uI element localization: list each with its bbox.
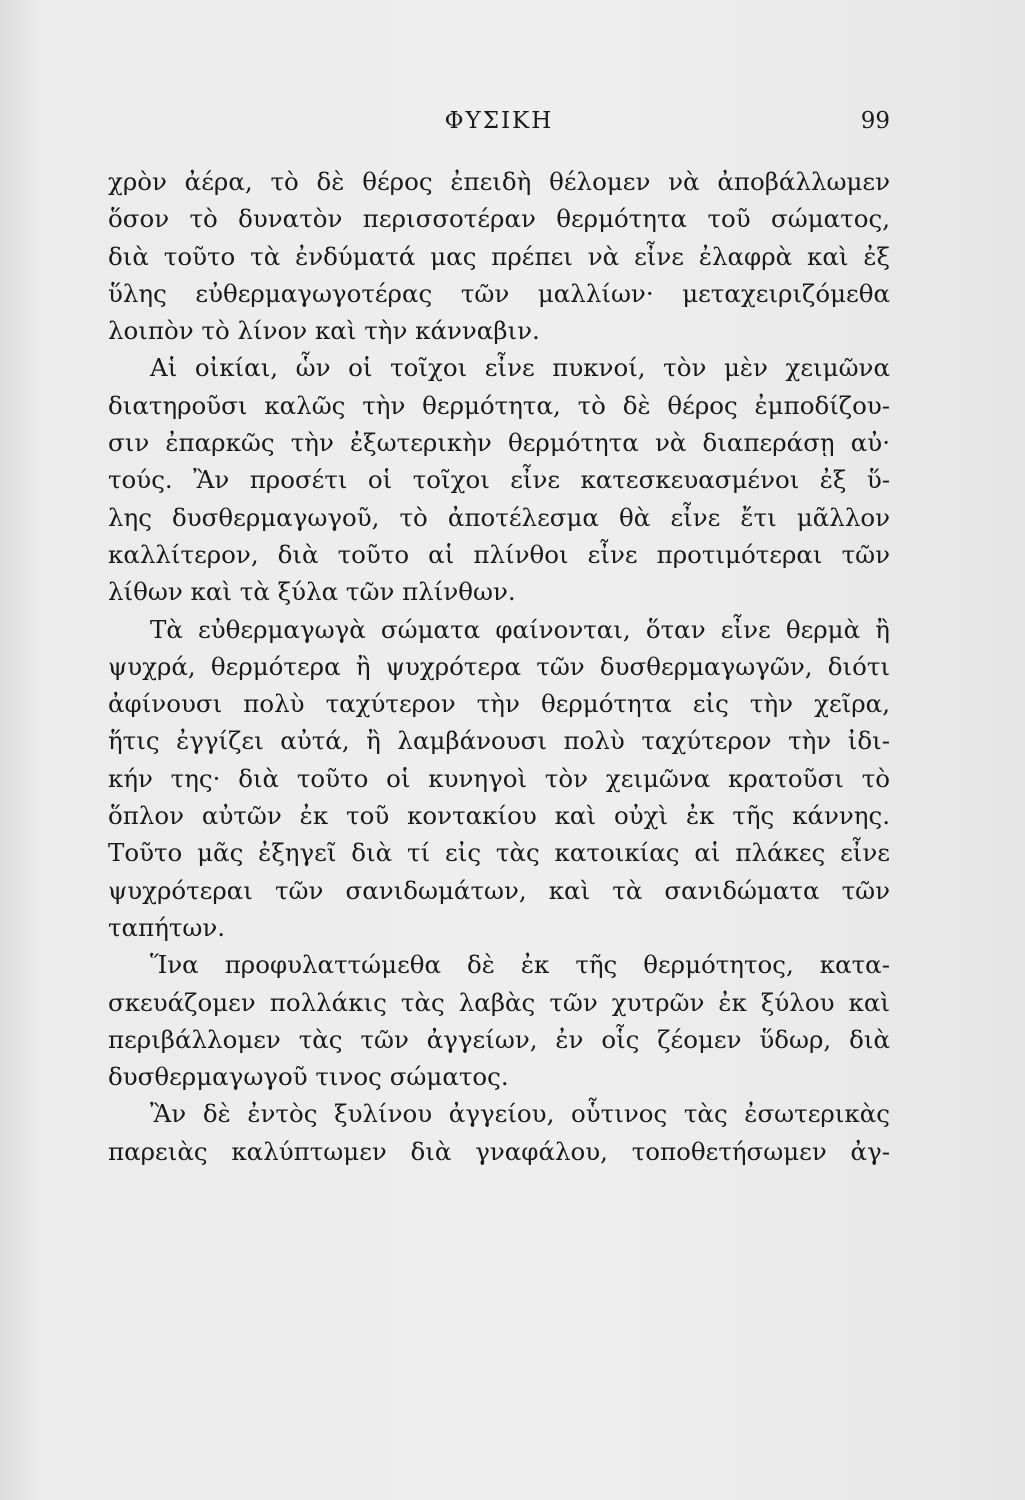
text-line: ψυχρότεραι τῶν σανιδωμάτων, καὶ τὰ σανιδώματα τῶν: [108, 875, 890, 905]
text-line: καλλίτερον, διὰ τοῦτο αἱ πλίνθοι εἶνε προτιμότεραι τῶν: [108, 539, 890, 569]
text-line: λίθων καὶ τὰ ξύλα τῶν πλίνθων.: [108, 577, 516, 607]
text-line: ὕλης εὐθερμαγωγοτέρας τῶν μαλλίων· μεταχειριζόμεθα: [108, 278, 890, 308]
page-header: [108, 108, 890, 148]
text-line: περιβάλλομεν τὰς τῶν ἀγγείων, ἐν οἷς ζέομεν ὕδωρ, διὰ: [108, 1024, 890, 1054]
text-line: Τὰ εὐθερμαγωγὰ σώματα φαίνονται, ὅταν εἶνε θερμὰ ἢ: [150, 614, 890, 644]
text-line: ἀφίνουσι πολὺ ταχύτερον τὴν θερμότητα εἰς τὴν χεῖρα,: [108, 689, 890, 719]
text-line: κήν της· διὰ τοῦτο οἱ κυνηγοὶ τὸν χειμῶνα κρατοῦσι τὸ: [108, 763, 890, 793]
text-line: Αἱ οἰκίαι, ὧν οἱ τοῖχοι εἶνε πυκνοί, τὸν μὲν χειμῶνα: [150, 353, 890, 383]
text-line: σκευάζομεν πολλάκις τὰς λαβὰς τῶν χυτρῶν ἐκ ξύλου καὶ: [108, 987, 890, 1017]
text-line: παρειὰς καλύπτωμεν διὰ γναφάλου, τοποθετήσωμεν ἀγ-: [108, 1136, 890, 1166]
text-line: σιν ἐπαρκῶς τὴν ἐξωτερικὴν θερμότητα νὰ διαπεράσῃ αὐ·: [108, 428, 890, 458]
text-line: Ἂν δὲ ἐντὸς ξυλίνου ἀγγείου, οὗτινος τὰς ἐσωτερικὰς: [150, 1099, 890, 1129]
text-line: ὅπλον αὐτῶν ἐκ τοῦ κοντακίου καὶ οὐχὶ ἐκ τῆς κάννης.: [108, 801, 890, 831]
text-line: Τοῦτο μᾶς ἐξηγεῖ διὰ τί εἰς τὰς κατοικίας αἱ πλάκες εἶνε: [108, 838, 890, 868]
text-line: ἥτις ἐγγίζει αὐτά, ἢ λαμβάνουσι πολὺ ταχύτερον τὴν ἰδι-: [108, 726, 890, 756]
text-line: ψυχρά, θερμότερα ἢ ψυχρότερα τῶν δυσθερμαγωγῶν, διότι: [108, 651, 890, 681]
text-line: διατηροῦσι καλῶς τὴν θερμότητα, τὸ δὲ θέρος ἐμποδίζου-: [108, 390, 890, 420]
text-line: ὅσον τὸ δυνατὸν περισσοτέραν θερμότητα τοῦ σώματος,: [108, 204, 890, 234]
running-title: ΦΥΣΙΚΗ: [444, 108, 554, 134]
text-line: τούς. Ἂν προσέτι οἱ τοῖχοι εἶνε κατεσκευασμένοι ἐξ ὕ-: [108, 465, 890, 495]
text-line: Ἵνα προφυλαττώμεθα δὲ ἐκ τῆς θερμότητος, κατα-: [150, 950, 890, 980]
text-line: λοιπὸν τὸ λίνον καὶ τὴν κάνναβιν.: [108, 316, 540, 346]
text-line: λης δυσθερμαγωγοῦ, τὸ ἀποτέλεσμα θὰ εἶνε ἔτι μᾶλλον: [108, 502, 890, 532]
text-line: διὰ τοῦτο τὰ ἐνδύματά μας πρέπει νὰ εἶνε ἐλαφρὰ καὶ ἐξ: [108, 241, 890, 271]
page-number: 99: [860, 108, 890, 134]
text-line: δυσθερμαγωγοῦ τινος σώματος.: [108, 1062, 509, 1092]
text-line: χρὸν ἀέρα, τὸ δὲ θέρος ἐπειδὴ θέλομεν νὰ ἀποβάλλωμεν: [108, 167, 890, 196]
body-text: [108, 163, 890, 1170]
text-line: ταπήτων.: [108, 912, 226, 942]
